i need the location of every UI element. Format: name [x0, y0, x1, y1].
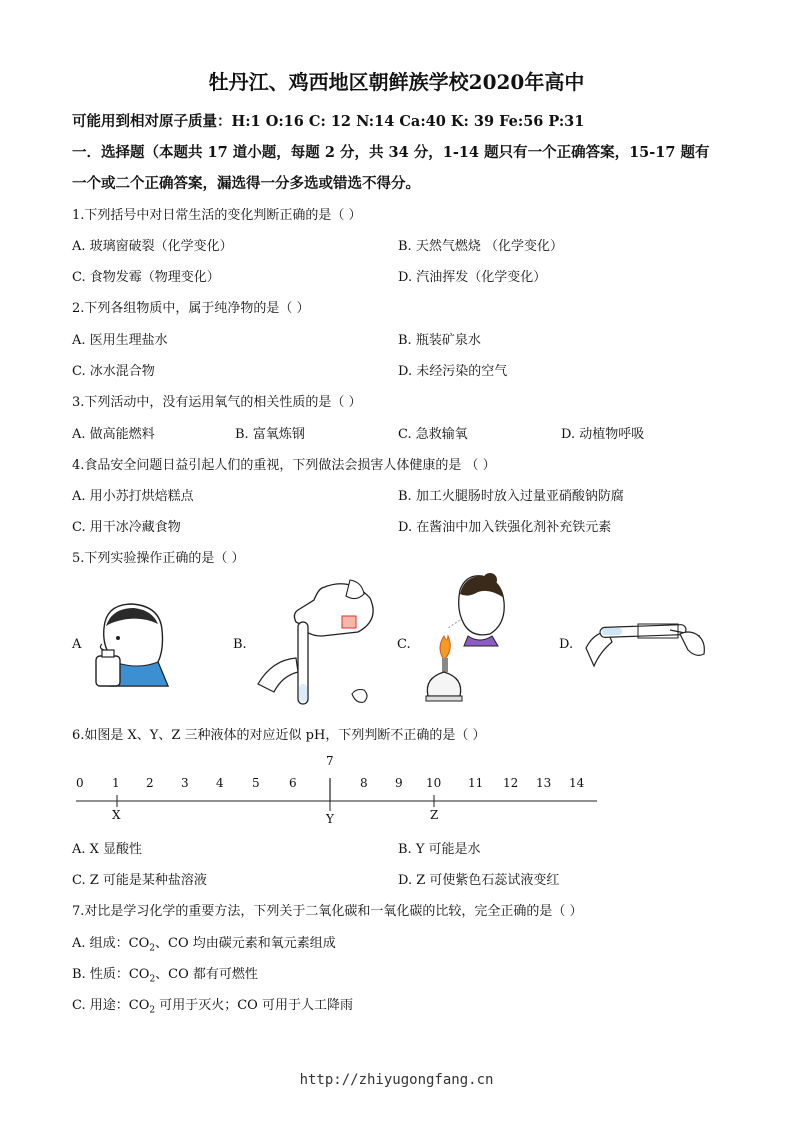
question-7-option-a: A. 组成：$CO_2$、CO 均由碳元素和氧元素组成	[72, 936, 336, 954]
ph-tick-7: 7	[326, 754, 334, 768]
ph-tick-10: 10	[426, 776, 442, 790]
question-5-option-b: B.	[233, 637, 247, 652]
footer-url[interactable]: http://zhiyugongfang.cn	[299, 1072, 494, 1088]
question-4-option-a: A. 用小苏打烘焙糕点	[72, 489, 194, 504]
ph-tick-11: 11	[468, 776, 484, 790]
section-heading-line2: 一个或二个正确答案，漏选得一分多选或错选不得分。	[72, 175, 420, 192]
question-6-option-d: D. Z 可使紫色石蕊试液变红	[398, 873, 560, 888]
ph-marker-x: X	[112, 808, 121, 822]
ph-tick-14: 14	[569, 776, 585, 790]
section-heading-line1: 一．选择题（本题共 17 道小题，每题 2 分，共 34 分，1-14 题只有一个正确答案，15-17 题有	[72, 144, 710, 161]
ph-tick-8: 8	[360, 776, 368, 790]
question-2-option-d: D. 未经污染的空气	[398, 364, 508, 379]
question-5-option-a: A	[72, 637, 82, 652]
question-1-option-a: A. 玻璃窗破裂（化学变化）	[72, 239, 233, 254]
question-4-stem: 4.食品安全问题日益引起人们的重视，下列做法会损害人体健康的是 （ ）	[72, 458, 496, 473]
question-5-option-c: C.	[397, 637, 411, 652]
ph-tick-0: 0	[76, 776, 84, 790]
question-1-stem: 1.下列括号中对日常生活的变化判断正确的是（ ）	[72, 208, 362, 223]
question-5-stem: 5.下列实验操作正确的是（ ）	[72, 551, 245, 566]
ph-tick-2: 2	[146, 776, 154, 790]
ph-tick-1: 1	[112, 776, 120, 790]
question-2-option-b: B. 瓶装矿泉水	[398, 333, 481, 348]
question-2-option-c: C. 冰水混合物	[72, 364, 155, 379]
question-6-option-c: C. Z 可能是某种盐溶液	[72, 873, 207, 888]
ph-marker-z: Z	[430, 808, 439, 822]
question-1-option-b: B. 天然气燃烧 （化学变化）	[398, 239, 563, 254]
ph-tick-4: 4	[216, 776, 224, 790]
question-2-option-a: A. 医用生理盐水	[72, 333, 168, 348]
ph-marker-y: Y	[326, 812, 334, 826]
question-2-stem: 2.下列各组物质中，属于纯净物的是（ ）	[72, 301, 310, 316]
question-3-option-c: C. 急救输氧	[398, 427, 468, 442]
atomic-masses: 可能用到相对原子质量：H:1 O:16 C: 12 N:14 Ca:40 K: 39 Fe:56 P:31	[72, 113, 585, 130]
question-3-option-a: A. 做高能燃料	[72, 427, 155, 442]
question-6-option-a: A. X 显酸性	[72, 842, 143, 857]
page-title: 牡丹江、鸡西地区朝鲜族学校2020年高中	[208, 70, 585, 94]
ph-tick-6: 6	[289, 776, 297, 790]
question-4-option-d: D. 在酱油中加入铁强化剂补充铁元素	[398, 520, 612, 535]
question-6-option-b: B. Y 可能是水	[398, 842, 481, 857]
ph-tick-5: 5	[252, 776, 260, 790]
question-7-option-b: B. 性质：$CO_2$、CO 都有可燃性	[72, 967, 258, 985]
question-4-option-c: C. 用干冰冷藏食物	[72, 520, 181, 535]
ph-tick-9: 9	[395, 776, 403, 790]
question-1-option-d: D. 汽油挥发（化学变化）	[398, 270, 547, 285]
question-3-stem: 3.下列活动中，没有运用氧气的相关性质的是（ ）	[72, 395, 362, 410]
question-4-option-b: B. 加工火腿肠时放入过量亚硝酸钠防腐	[398, 489, 624, 504]
question-7-stem: 7.对比是学习化学的重要方法，下列关于二氧化碳和一氧化碳的比较，完全正确的是（ ）	[72, 904, 583, 919]
question-1-option-c: C. 食物发霉（物理变化）	[72, 270, 220, 285]
ph-tick-3: 3	[181, 776, 189, 790]
question-7-option-c: C. 用途：$CO_2$ 可用于灭火；CO 可用于人工降雨	[72, 998, 353, 1016]
question-5-option-d: D.	[559, 637, 574, 652]
ph-tick-13: 13	[536, 776, 552, 790]
ph-tick-12: 12	[503, 776, 519, 790]
question-6-stem: 6.如图是 X、Y、Z 三种液体的对应近似 pH，下列判断不正确的是（ ）	[72, 728, 486, 743]
question-3-option-b: B. 富氧炼钢	[235, 427, 305, 442]
question-3-option-d: D. 动植物呼吸	[561, 427, 645, 442]
